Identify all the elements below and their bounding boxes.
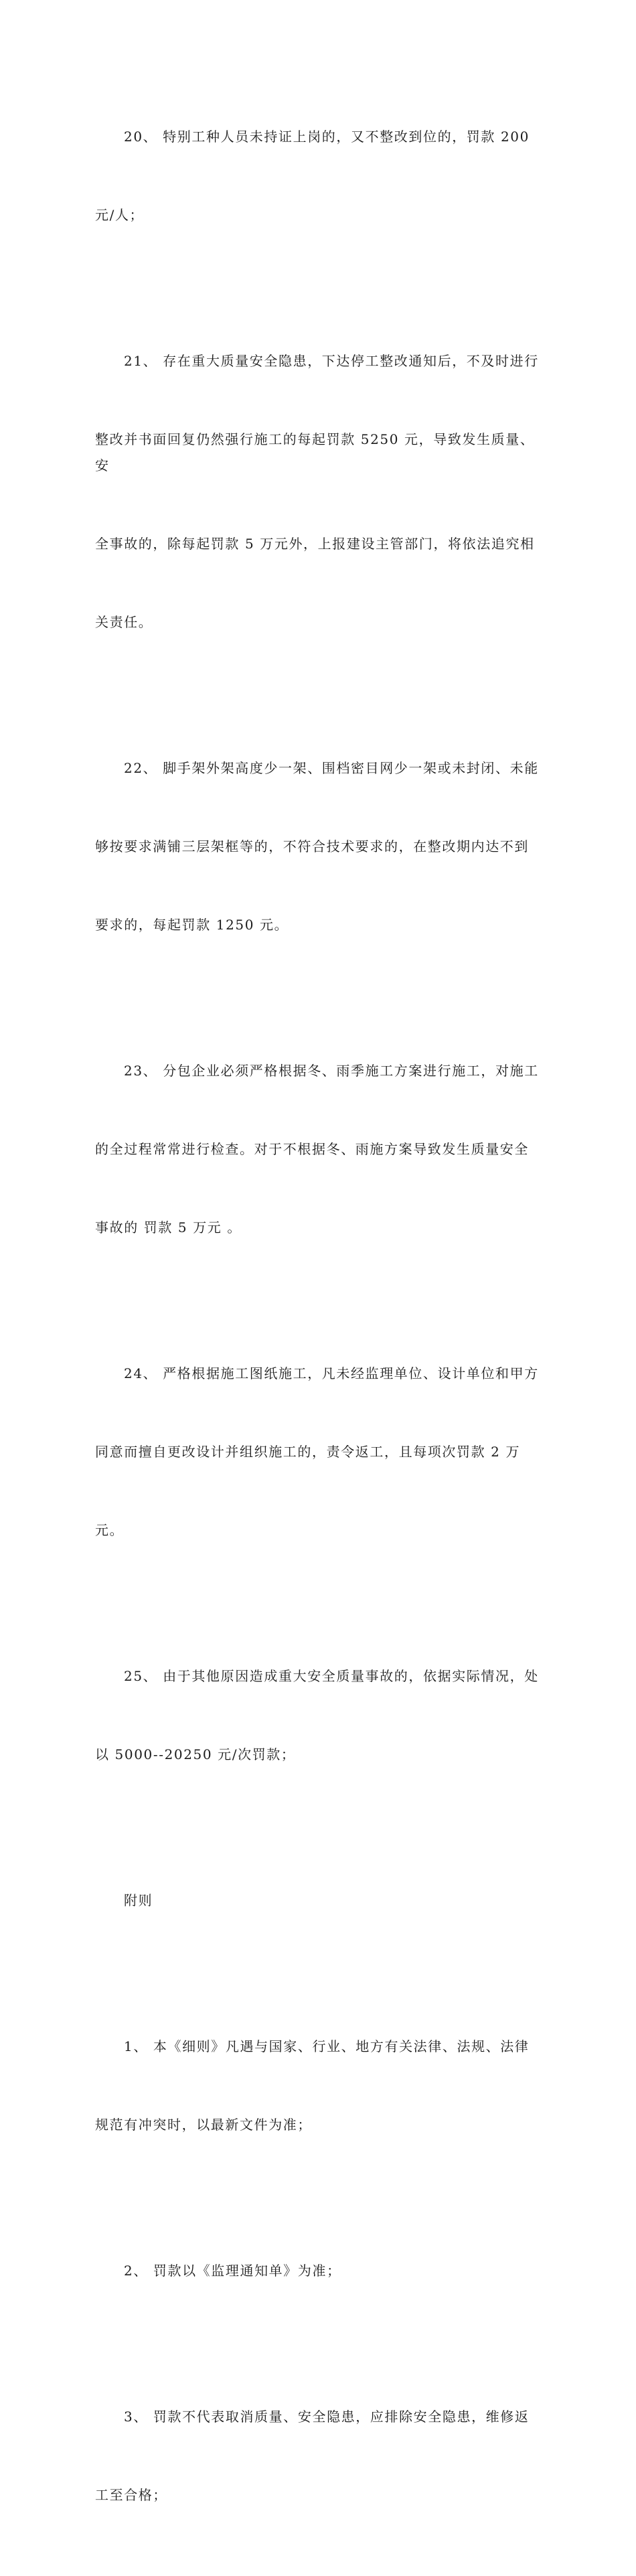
text-line: 3、 罚款不代表取消质量、安全隐患，应排除安全隐患，维修返 [124, 2409, 530, 2425]
appendix-clause-2 [95, 2206, 540, 2336]
document-body [95, 72, 540, 2576]
text-line: 24、 严格根据施工图纸施工，凡未经监理单位、设计单位和甲方 [124, 1365, 539, 1381]
text-line: 2、 罚款以《监理通知单》为准； [124, 2263, 341, 2279]
clause-25 [95, 1611, 540, 1820]
text-line: 够按要求满铺三层架框等的，不符合技术要求的，在整改期内达不到 [95, 838, 529, 854]
text-line: 1、 本《细则》凡遇与国家、行业、地方有关法律、法规、法律 [124, 2038, 530, 2054]
text-line: 元/人； [95, 207, 145, 223]
appendix-clause-1 [95, 1981, 540, 2190]
text-line: 附则 [124, 1892, 153, 1908]
text-line: 元。 [95, 1522, 125, 1538]
text-line: 25、 由于其他原因造成重大安全质量事故的，依据实际情况，处 [124, 1668, 539, 1684]
text-line: 同意而擅自更改设计并组织施工的，责令返工，且每项次罚款 2 万 [95, 1444, 521, 1460]
text-line: 22、 脚手架外架高度少一架、围档密目网少一架或未封闭、未能 [124, 760, 539, 776]
appendix-clause-3 [95, 2352, 540, 2561]
clause-21 [95, 296, 540, 688]
text-line: 事故的 罚款 5 万元 。 [95, 1219, 242, 1235]
text-line: 关责任。 [95, 614, 153, 630]
text-line: 规范有冲突时，以最新文件为准； [95, 2117, 312, 2133]
text-line: 要求的，每起罚款 1250 元。 [95, 917, 289, 933]
text-line: 以 5000--20250 元/次罚款； [95, 1746, 296, 1762]
clause-22 [95, 703, 540, 990]
clause-24 [95, 1308, 540, 1596]
text-line: 的全过程常常进行检查。对于不根据冬、雨施方案导致发生质量安全 [95, 1141, 529, 1157]
text-line: 整改并书面回复仍然强行施工的每起罚款 5250 元，导致发生质量、安 [95, 431, 535, 473]
text-line: 23、 分包企业必须严格根据冬、雨季施工方案进行施工，对施工 [124, 1063, 539, 1079]
appendix-heading [95, 1835, 540, 1966]
text-line: 21、 存在重大质量安全隐患，下达停工整改通知后，不及时进行 [124, 353, 539, 369]
text-line: 工至合格； [95, 2487, 167, 2503]
text-line: 20、 特别工种人员未持证上岗的，又不整改到位的，罚款 200 [124, 129, 530, 145]
clause-23 [95, 1006, 540, 1293]
clause-20 [95, 72, 540, 281]
text-line: 全事故的，除每起罚款 5 万元外，上报建设主管部门，将依法追究相 [95, 536, 535, 552]
